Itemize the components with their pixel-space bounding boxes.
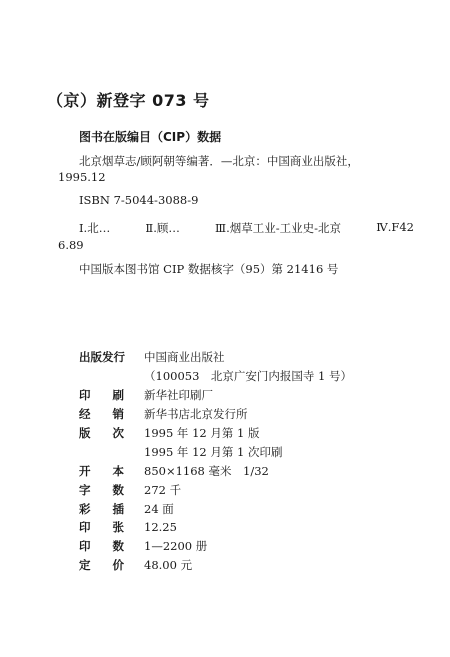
pub-value: 24 面 — [144, 501, 174, 516]
classification-item: Ⅱ.顾… — [145, 221, 180, 235]
publication-row — [79, 424, 352, 443]
pub-value: 新华书店北京发行所 — [144, 407, 248, 422]
classification-continuation: 6.89 — [58, 238, 84, 252]
registration-number: （京）新登字 073 号 — [47, 91, 210, 110]
publication-row — [79, 537, 352, 556]
pub-label: 印刷 — [79, 388, 146, 403]
pub-value: 48.00 元 — [144, 558, 193, 573]
classification-line — [79, 220, 414, 236]
publication-row — [79, 461, 352, 480]
pub-value: （100053 北京广安门内报国寺 1 号） — [144, 369, 353, 384]
pub-value: 850×1168 毫米 1/32 — [144, 463, 269, 478]
pub-label: 定价 — [79, 558, 146, 573]
pub-value: 1—2200 册 — [144, 539, 208, 554]
pub-value: 新华社印刷厂 — [144, 388, 213, 403]
cip-data-number: 中国版本图书馆 CIP 数据核字（95）第 21416 号 — [79, 262, 339, 276]
classification-item: Ⅳ.F42 — [376, 220, 414, 234]
pub-value: 272 千 — [144, 482, 182, 497]
cip-heading: 图书在版编目（CIP）数据 — [79, 130, 222, 144]
publication-row — [79, 348, 352, 367]
publication-row — [79, 480, 352, 499]
classification-item: Ⅲ.烟草工业-工业史-北京 — [215, 221, 342, 235]
pub-value: 12.25 — [144, 520, 177, 535]
pub-value: 1995 年 12 月第 1 次印刷 — [144, 444, 283, 459]
publication-info — [79, 348, 352, 575]
publication-row — [79, 442, 352, 461]
pub-label: 经销 — [79, 407, 146, 422]
classification-item: Ⅰ.北… — [79, 221, 111, 235]
pub-value: 1995 年 12 月第 1 版 — [144, 426, 260, 440]
pub-label: 出版发行 — [79, 350, 125, 365]
pub-label: 印数 — [79, 539, 146, 554]
pub-value: 中国商业出版社 — [144, 350, 225, 365]
cip-record-line-1: 北京烟草志/顾阿朝等编著．—北京：中国商业出版社， — [79, 154, 359, 168]
isbn: ISBN 7-5044-3088-9 — [79, 193, 199, 207]
publication-row — [79, 405, 352, 424]
cip-record-line-2: 1995.12 — [58, 170, 106, 184]
publication-row — [79, 367, 352, 386]
publication-row — [79, 499, 352, 518]
publication-row — [79, 556, 352, 575]
pub-label: 字数 — [79, 482, 146, 497]
pub-label: 印张 — [79, 520, 146, 535]
pub-label: 彩插 — [79, 501, 146, 516]
pub-label: 版次 — [79, 426, 146, 440]
publication-row — [79, 386, 352, 405]
pub-label: 开本 — [79, 463, 146, 478]
publication-row — [79, 518, 352, 537]
